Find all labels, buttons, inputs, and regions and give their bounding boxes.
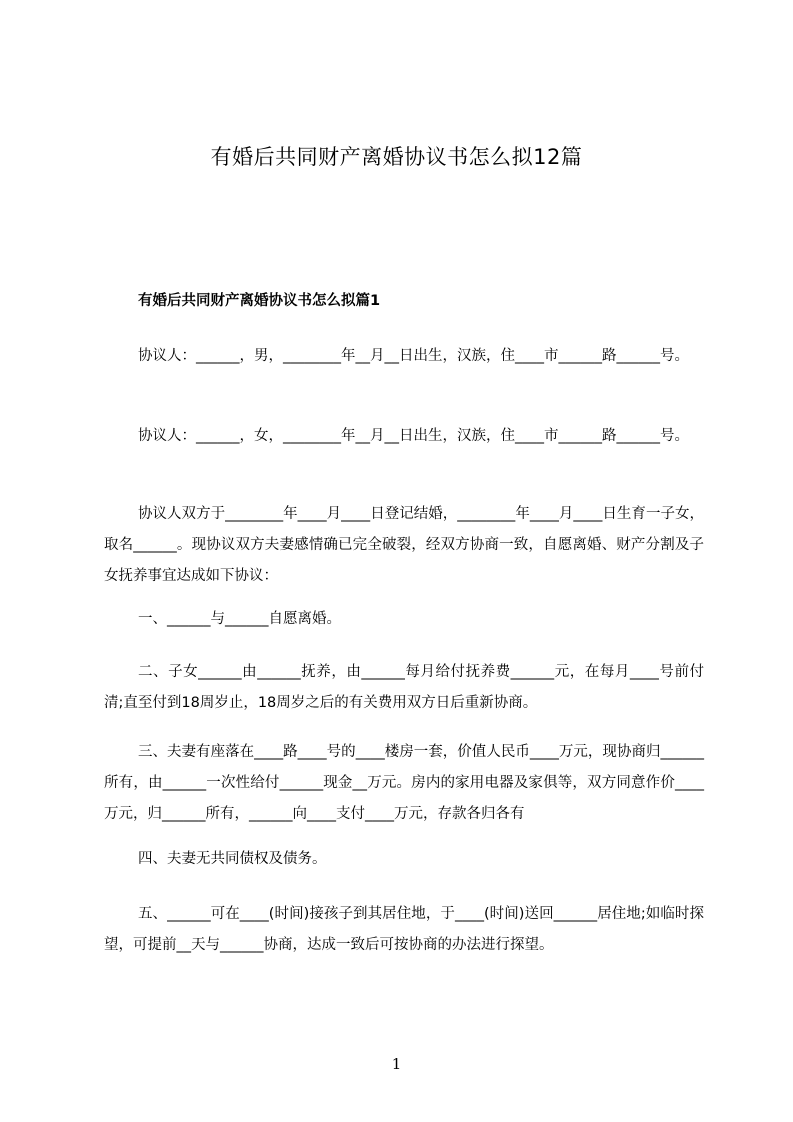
paragraph-party-female: 协议人：______，女，________年__月__日出生，汉族，住____市______路______号。 (138, 428, 689, 444)
paragraph-clause-1: 一、______与______自愿离婚。 (138, 611, 341, 627)
paragraph-marriage-info: 协议人双方于________年____月____日登记结婚，________年____月____日生育一子女，取名______。现协议双方夫妻感情确已完全破裂，经双方协商一致，自愿离婚、财产分割及子女抚养事宜达成如下协议： (104, 506, 704, 584)
paragraph-party-male: 协议人：______，男，________年__月__日出生，汉族，住____市______路______号。 (138, 348, 689, 364)
paragraph-clause-2: 二、子女______由______抚养，由______每月给付抚养费______元，在每月____号前付清;直至付到18周岁止，18周岁之后的有关费用双方日后重新协商。 (104, 664, 704, 711)
section-heading: 有婚后共同财产离婚协议书怎么拟篇1 (138, 293, 381, 309)
page-number: 1 (391, 1055, 402, 1073)
paragraph-clause-4: 四、夫妻无共同债权及债务。 (138, 851, 327, 867)
paragraph-clause-3: 三、夫妻有座落在____路____号的____楼房一套，价值人民币____万元，现协商归______所有，由______一次性给付______现金__万元。房内的家用电器及家俱等，双方同意作价____万元，归______所有，______向____支付____万元，存款各归各有 (104, 744, 704, 822)
document-title: 有婚后共同财产离婚协议书怎么拟12篇 (210, 145, 583, 169)
paragraph-clause-5: 五、______可在____(时间)接孩子到其居住地，于____(时间)送回______居住地;如临时探望，可提前__天与______协商，达成一致后可按协商的办法进行探望。 (104, 906, 704, 953)
